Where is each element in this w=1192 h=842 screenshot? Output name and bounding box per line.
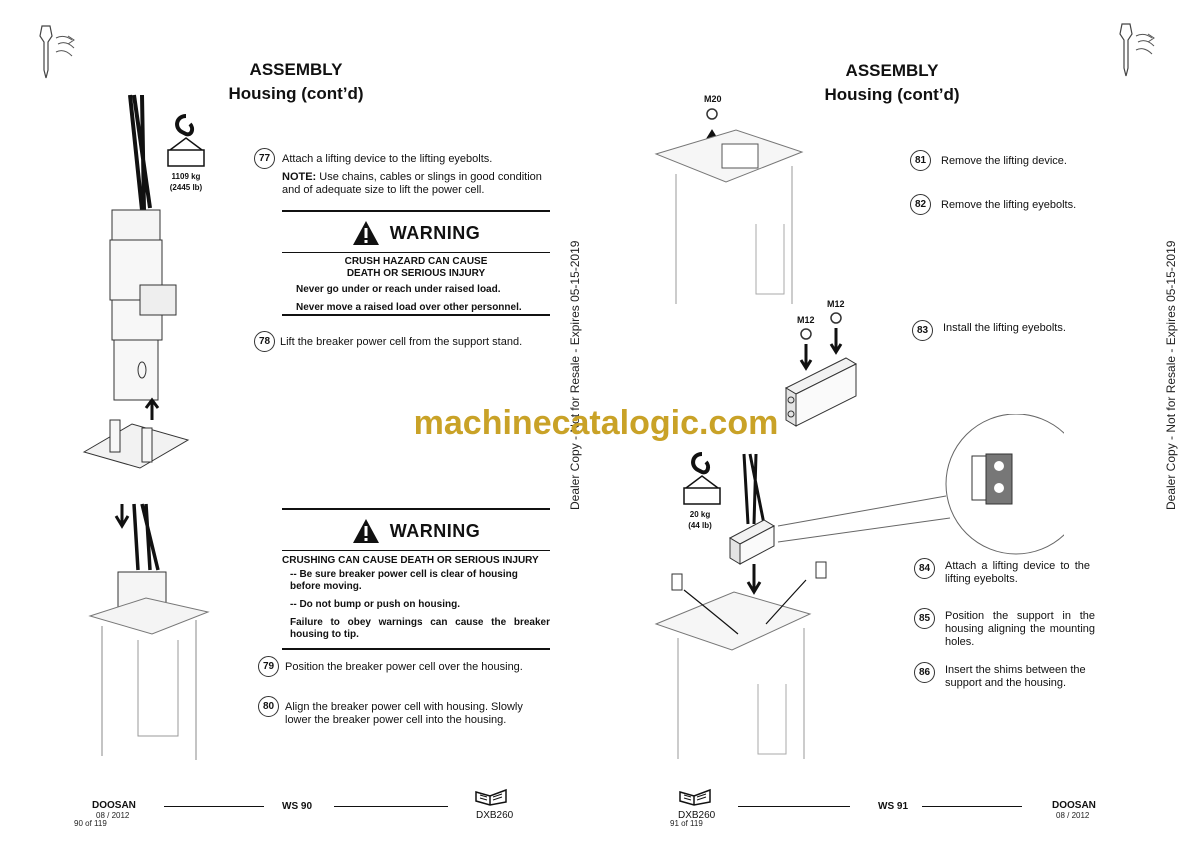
warning-item2: -- Do not bump or push on housing. bbox=[290, 599, 460, 610]
step-note bbox=[282, 171, 552, 197]
warning-triangle-icon bbox=[352, 220, 380, 246]
step-number-79: 79 bbox=[258, 656, 279, 677]
step-number-86: 86 bbox=[914, 662, 935, 683]
page-title-line2: Housing (cont’d) bbox=[824, 85, 960, 104]
breaker-logo-icon bbox=[1108, 20, 1160, 82]
note-label: NOTE: bbox=[282, 171, 317, 183]
step-text-78: Lift the breaker power cell from the support stand. bbox=[280, 336, 523, 348]
page-title-line1: ASSEMBLY bbox=[845, 61, 939, 80]
warning-title: WARNING bbox=[389, 520, 481, 541]
footer-rule bbox=[334, 806, 448, 807]
footer-pages: 90 of 119 bbox=[74, 819, 107, 828]
step-text-80: Align the breaker power cell with housing. Slowly lower the breaker power cell into the housing. bbox=[285, 701, 523, 726]
step-text-79: Position the breaker power cell over the housing. bbox=[285, 661, 523, 673]
warning-box-crushing bbox=[282, 508, 550, 650]
warning-body bbox=[282, 253, 550, 314]
footer-model: DXB260 bbox=[476, 810, 514, 821]
step-number-78: 78 bbox=[254, 331, 275, 352]
page-title-line2: Housing (cont’d) bbox=[228, 84, 364, 103]
side-stamp: Dealer Copy - Not for Resale - Expires 05-15-2019 bbox=[568, 240, 582, 510]
crane-hook-icon bbox=[164, 112, 208, 168]
footer-model: DXB260 bbox=[678, 810, 716, 821]
support-install-illustration bbox=[654, 414, 1064, 764]
warning-header bbox=[282, 510, 550, 551]
watermark: machinecatalogic.com bbox=[413, 404, 779, 442]
bolt-label-m12-right: M12 bbox=[827, 299, 845, 309]
step-text-84: Attach a lifting device to the lifting eyebolts. bbox=[945, 560, 1090, 585]
book-icon bbox=[474, 788, 508, 806]
footer-brand: DOOSAN bbox=[1052, 800, 1096, 811]
step-number-85: 85 bbox=[914, 608, 935, 629]
step-text-83: Install the lifting eyebolts. bbox=[943, 322, 1066, 334]
warning-item1: -- Be sure breaker power cell is clear of housing before moving. bbox=[290, 569, 518, 592]
footer-date: 08 / 2012 bbox=[1056, 811, 1090, 820]
warning-line1: CRUSH HAZARD CAN CAUSE bbox=[344, 256, 488, 267]
page-title-line1: ASSEMBLY bbox=[249, 60, 343, 79]
warning-item1: Never go under or reach under raised load. bbox=[296, 284, 501, 295]
step-number-81: 81 bbox=[910, 150, 931, 171]
footer-date: 08 / 2012 bbox=[96, 811, 130, 820]
book-icon bbox=[678, 788, 712, 806]
footer-pages: 91 of 119 bbox=[670, 819, 703, 828]
step-text-77: Attach a lifting device to the lifting eyebolts. bbox=[282, 153, 493, 165]
step-number-80: 80 bbox=[258, 696, 279, 717]
breaker-logo-icon bbox=[28, 22, 80, 84]
warning-box-crush-hazard bbox=[282, 210, 550, 316]
footer-rule bbox=[922, 806, 1022, 807]
bolt-label-m12-left: M12 bbox=[797, 315, 815, 325]
note-text: Use chains, cables or slings in good condition and of adequate size to lift the power cell. bbox=[282, 171, 542, 196]
warning-heading: CRUSHING CAN CAUSE DEATH OR SERIOUS INJURY bbox=[282, 555, 539, 566]
warning-title: WARNING bbox=[389, 222, 481, 243]
footer-brand: DOOSAN bbox=[92, 800, 136, 811]
step-text-81: Remove the lifting device. bbox=[941, 155, 1067, 167]
warning-header bbox=[282, 212, 550, 253]
housing-eyebolt-illustration bbox=[652, 104, 822, 314]
warning-item3: Failure to obey warnings can cause the breaker housing to tip. bbox=[290, 617, 550, 640]
weight-lb-label: (44 lb) bbox=[688, 521, 712, 530]
warning-item2: Never move a raised load over other personnel. bbox=[296, 302, 522, 313]
bolt-label-m20: M20 bbox=[704, 94, 722, 104]
warning-line2: DEATH OR SERIOUS INJURY bbox=[346, 268, 486, 279]
footer-ws: WS 90 bbox=[282, 801, 313, 812]
warning-body bbox=[282, 551, 550, 641]
step-number-82: 82 bbox=[910, 194, 931, 215]
footer-rule bbox=[164, 806, 264, 807]
side-stamp: Dealer Copy - Not for Resale - Expires 05-15-2019 bbox=[1164, 240, 1178, 510]
step-number-84: 84 bbox=[914, 558, 935, 579]
step-text-86: Insert the shims between the support and the housing. bbox=[945, 664, 1086, 689]
weight-kg-label: 20 kg bbox=[689, 510, 711, 519]
step-text-85: Position the support in the housing aligning the mounting holes. bbox=[945, 610, 1095, 648]
step-text-82: Remove the lifting eyebolts. bbox=[941, 199, 1077, 211]
weight-lb-label: (2445 lb) bbox=[169, 183, 203, 192]
weight-kg-label: 1109 kg bbox=[171, 172, 201, 181]
footer-rule bbox=[738, 806, 850, 807]
warning-triangle-icon bbox=[352, 518, 380, 544]
step-number-83: 83 bbox=[912, 320, 933, 341]
step-number-77: 77 bbox=[254, 148, 275, 169]
housing-lower-illustration bbox=[86, 500, 216, 770]
footer-ws: WS 91 bbox=[878, 801, 909, 812]
